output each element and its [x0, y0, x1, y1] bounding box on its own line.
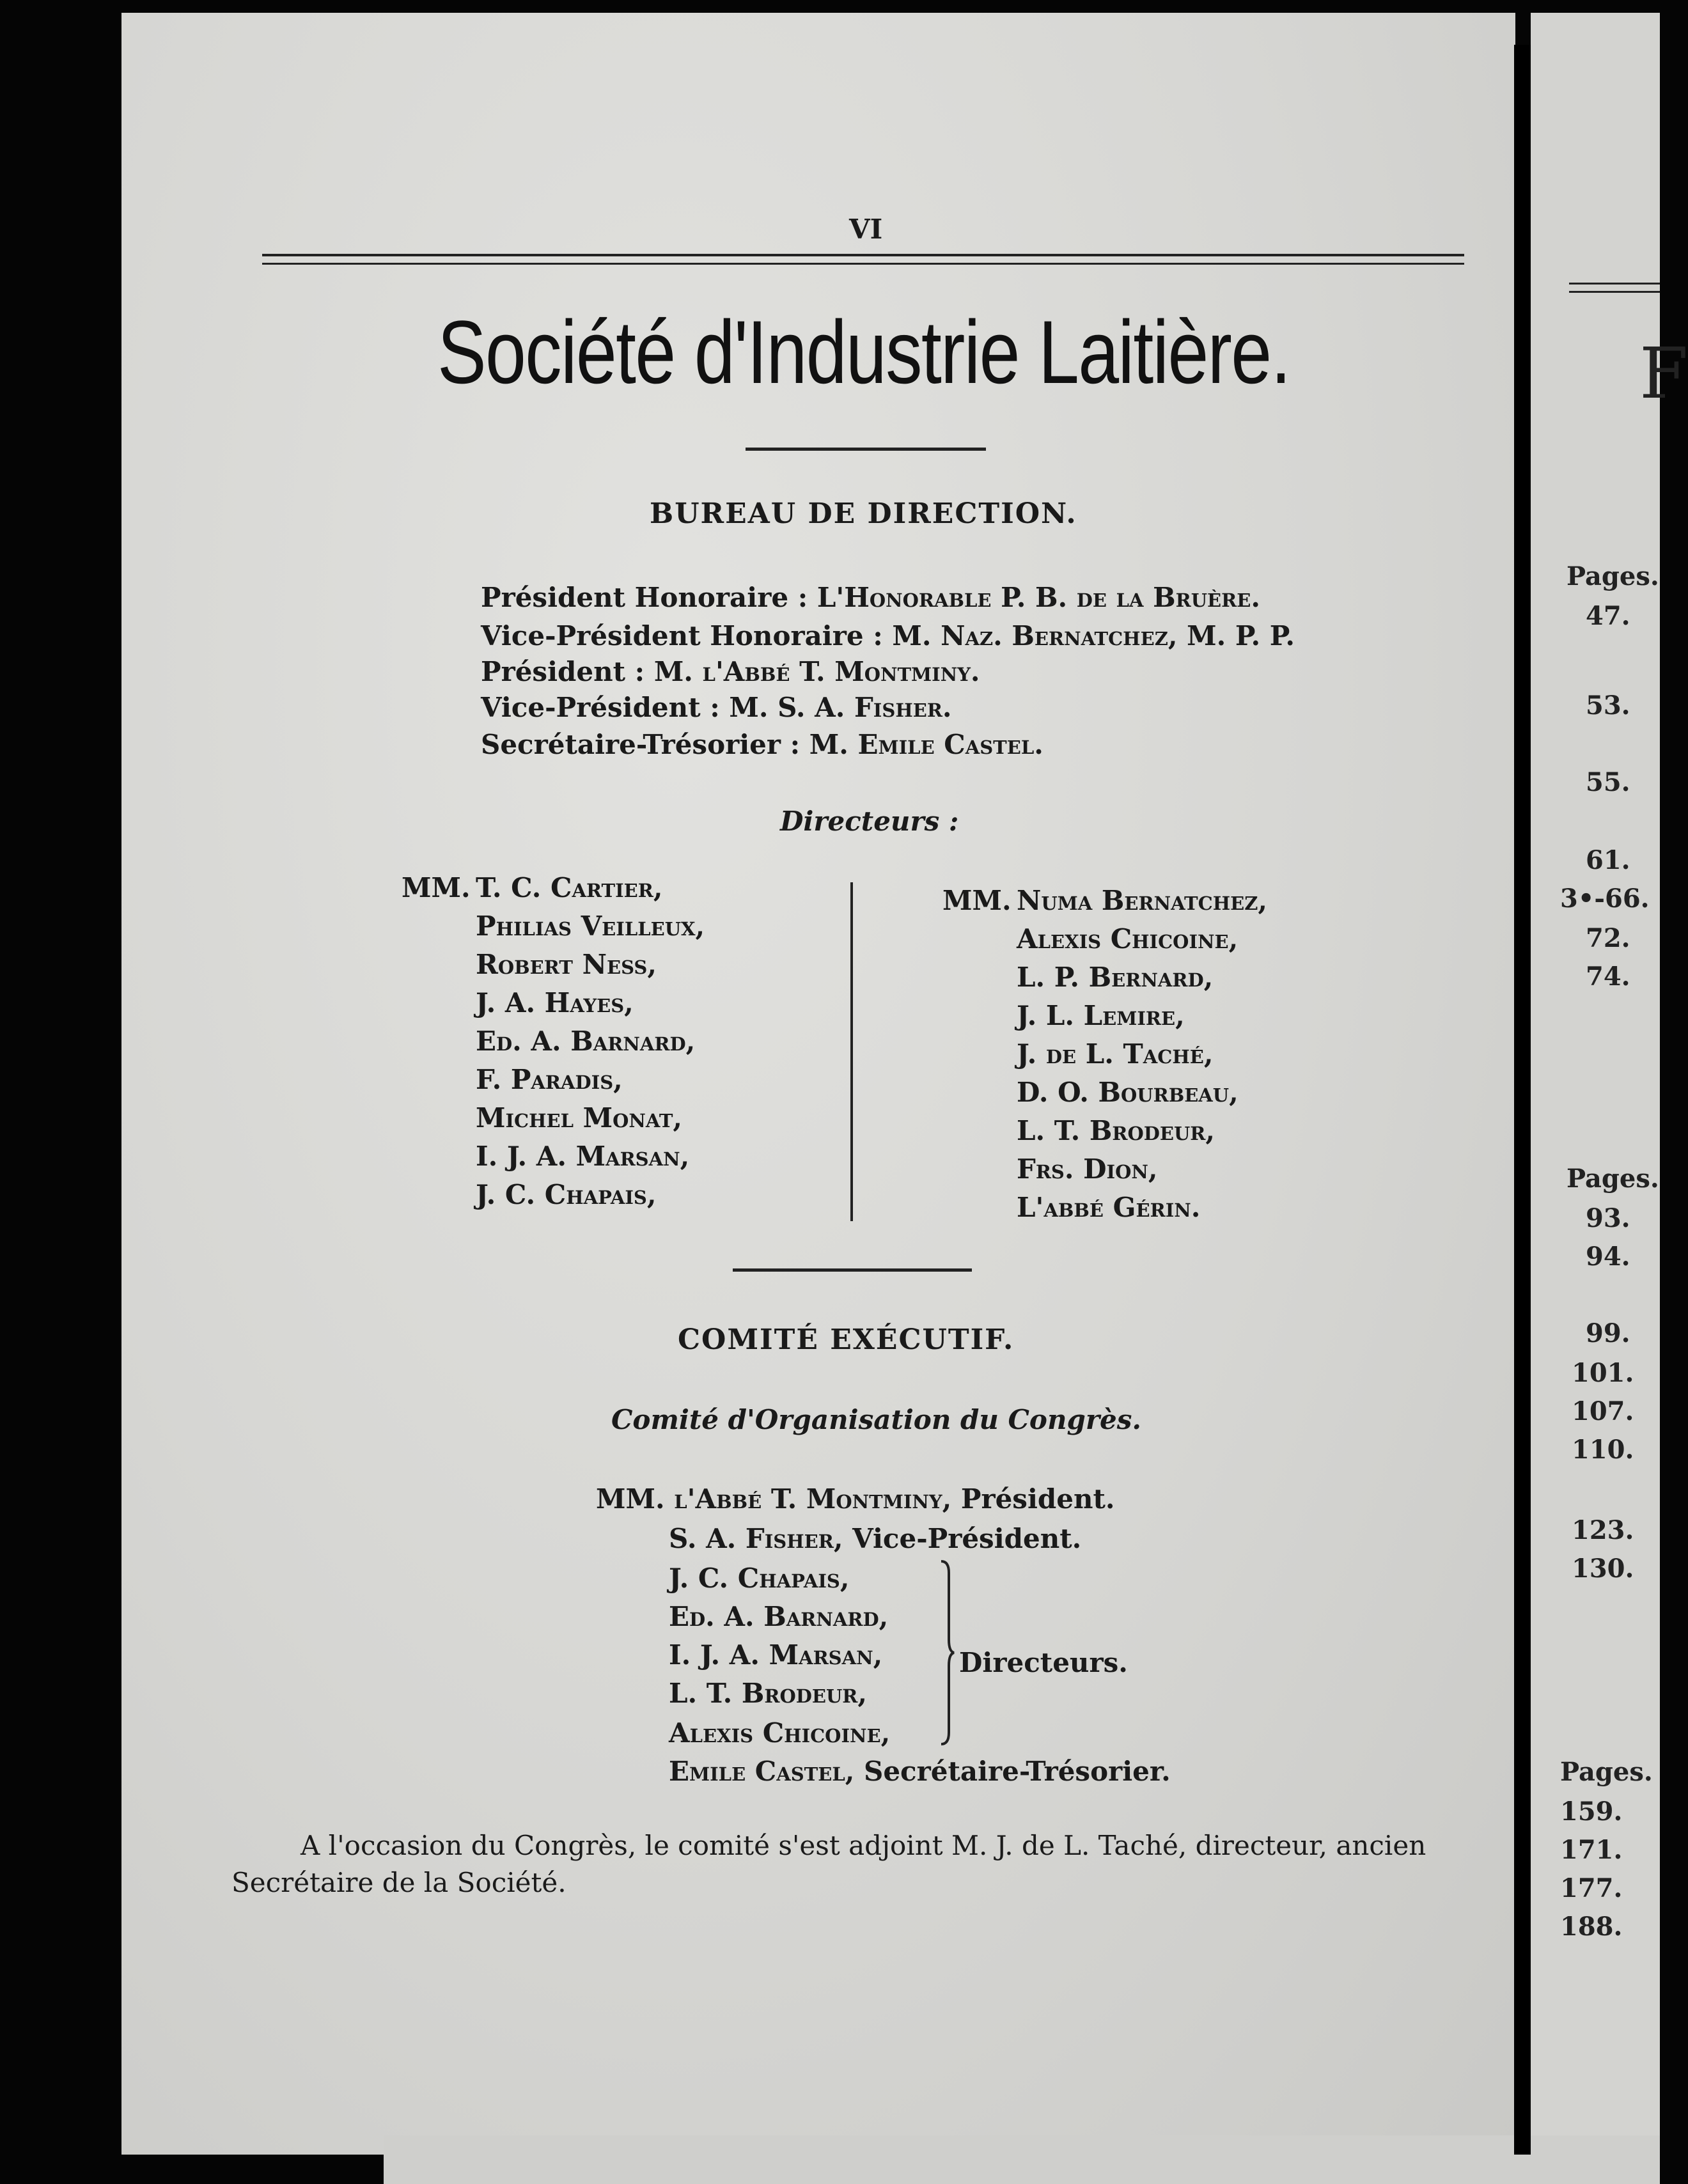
officer-line: [481, 582, 1260, 613]
page-number: 94.: [1586, 1242, 1630, 1272]
comite-line: [669, 1523, 1081, 1554]
title-rule: [746, 448, 986, 451]
director-name: J. de L. Taché,: [1017, 1038, 1214, 1070]
member-name: S. A. Fisher,: [669, 1523, 843, 1554]
director-name: T. C. Cartier,: [476, 872, 663, 903]
officer-role: Secrétaire-Trésorier :: [481, 729, 801, 760]
page-number: 123.: [1572, 1515, 1634, 1545]
section-rule: [733, 1268, 972, 1272]
footnote-line: Secrétaire de la Société.: [231, 1867, 567, 1898]
member-role: Vice-Président.: [852, 1523, 1082, 1554]
page-title: Société d'Industrie Laitière.: [437, 302, 1290, 402]
director-name: Philias Veilleux,: [476, 910, 705, 942]
member-name: l'Abbé T. Montminy,: [674, 1483, 952, 1515]
director-name: J. A. Hayes,: [476, 987, 634, 1018]
comite-heading: COMITÉ EXÉCUTIF.: [678, 1323, 1015, 1356]
page-number: 171.: [1560, 1835, 1623, 1865]
member-role: Secrétaire-Trésorier.: [864, 1756, 1171, 1787]
officer-role: Vice-Président Honoraire :: [481, 620, 883, 651]
adjacent-page-letter: F: [1639, 332, 1688, 414]
officer-line: [481, 620, 1295, 651]
director-name: F. Paradis,: [476, 1064, 623, 1095]
footnote-line: A l'occasion du Congrès, le comité s'est adjoint M. J. de L. Taché, directeur, ancien: [301, 1830, 1426, 1861]
member-name: I. J. A. Marsan,: [669, 1639, 883, 1671]
director-name: I. J. A. Marsan,: [476, 1141, 690, 1172]
adjacent-page-rule: [1569, 283, 1660, 293]
pages-label: Pages.: [1567, 1164, 1659, 1194]
director-name: J. L. Lemire,: [1017, 1000, 1185, 1031]
page-number: 99.: [1586, 1318, 1630, 1348]
bureau-heading: BUREAU DE DIRECTION.: [650, 497, 1077, 530]
member-name: Emile Castel,: [669, 1756, 855, 1787]
officer-role: Président :: [481, 656, 645, 687]
officer-line: [481, 729, 1043, 760]
officer-role: Président Honoraire :: [481, 582, 808, 613]
director-name: Ed. A. Barnard,: [476, 1026, 696, 1057]
page-number: 130.: [1572, 1554, 1634, 1584]
page-number: 3•-66.: [1560, 884, 1650, 914]
page-number: 110.: [1572, 1435, 1634, 1465]
comite-line: [596, 1483, 1115, 1515]
director-name: D. O. Bourbeau,: [1017, 1077, 1239, 1108]
page-number: 107.: [1572, 1396, 1634, 1426]
member-role: Président.: [960, 1483, 1115, 1515]
directors-column-rule: [850, 882, 853, 1221]
page-number: 53.: [1586, 690, 1630, 721]
director-name: Michel Monat,: [476, 1102, 683, 1134]
member-name: Ed. A. Barnard,: [669, 1601, 889, 1632]
page-number: 93.: [1586, 1203, 1630, 1233]
member-name: J. C. Chapais,: [669, 1563, 850, 1594]
officer-name: M. S. A. Fisher.: [729, 692, 952, 723]
page-folio: VI: [849, 214, 883, 245]
director-name: Alexis Chicoine,: [1017, 923, 1239, 955]
member-name: L. T. Brodeur,: [669, 1678, 867, 1709]
page-number: 72.: [1586, 923, 1630, 953]
comite-subheading: Comité d'Organisation du Congrès.: [611, 1404, 1141, 1435]
member-name: Alexis Chicoine,: [669, 1717, 891, 1749]
officer-name: M. Naz. Bernatchez, M. P. P.: [892, 620, 1295, 651]
director-name: L'abbé Gérin.: [1017, 1192, 1201, 1223]
directors-brace: [940, 1560, 955, 1745]
directors-brace-label: Directeurs.: [959, 1647, 1128, 1678]
officer-line: [481, 656, 980, 687]
directors-prefix: MM.: [402, 872, 471, 903]
director-name: J. C. Chapais,: [476, 1179, 657, 1210]
officer-name: L'Honorable P. B. de la Bruère.: [817, 582, 1260, 613]
page-number: 74.: [1586, 962, 1630, 992]
director-name: Numa Bernatchez,: [1017, 885, 1267, 916]
page-number: 55.: [1586, 767, 1630, 797]
officer-role: Vice-Président :: [481, 692, 720, 723]
pages-label: Pages.: [1567, 561, 1659, 591]
director-name: L. T. Brodeur,: [1017, 1115, 1215, 1146]
director-name: Frs. Dion,: [1017, 1153, 1158, 1185]
page-number: 61.: [1586, 845, 1630, 875]
header-double-rule: [262, 254, 1464, 265]
officer-line: [481, 692, 952, 723]
director-name: L. P. Bernard,: [1017, 962, 1214, 993]
directors-heading: Directeurs :: [780, 806, 959, 837]
page-number: 188.: [1560, 1912, 1623, 1942]
officer-name: M. l'Abbé T. Montminy.: [653, 656, 980, 687]
page-bottom-edge: [384, 2135, 1660, 2184]
comite-prefix: MM.: [596, 1483, 665, 1515]
page-number: 177.: [1560, 1873, 1623, 1903]
director-name: Robert Ness,: [476, 949, 657, 980]
page-number: 159.: [1560, 1797, 1623, 1827]
pages-label: Pages.: [1560, 1757, 1653, 1787]
officer-name: M. Emile Castel.: [809, 729, 1043, 760]
comite-line: [669, 1756, 1171, 1787]
page-number: 101.: [1572, 1358, 1634, 1388]
page-number: 47.: [1586, 601, 1630, 631]
directors-prefix: MM.: [942, 885, 1012, 916]
